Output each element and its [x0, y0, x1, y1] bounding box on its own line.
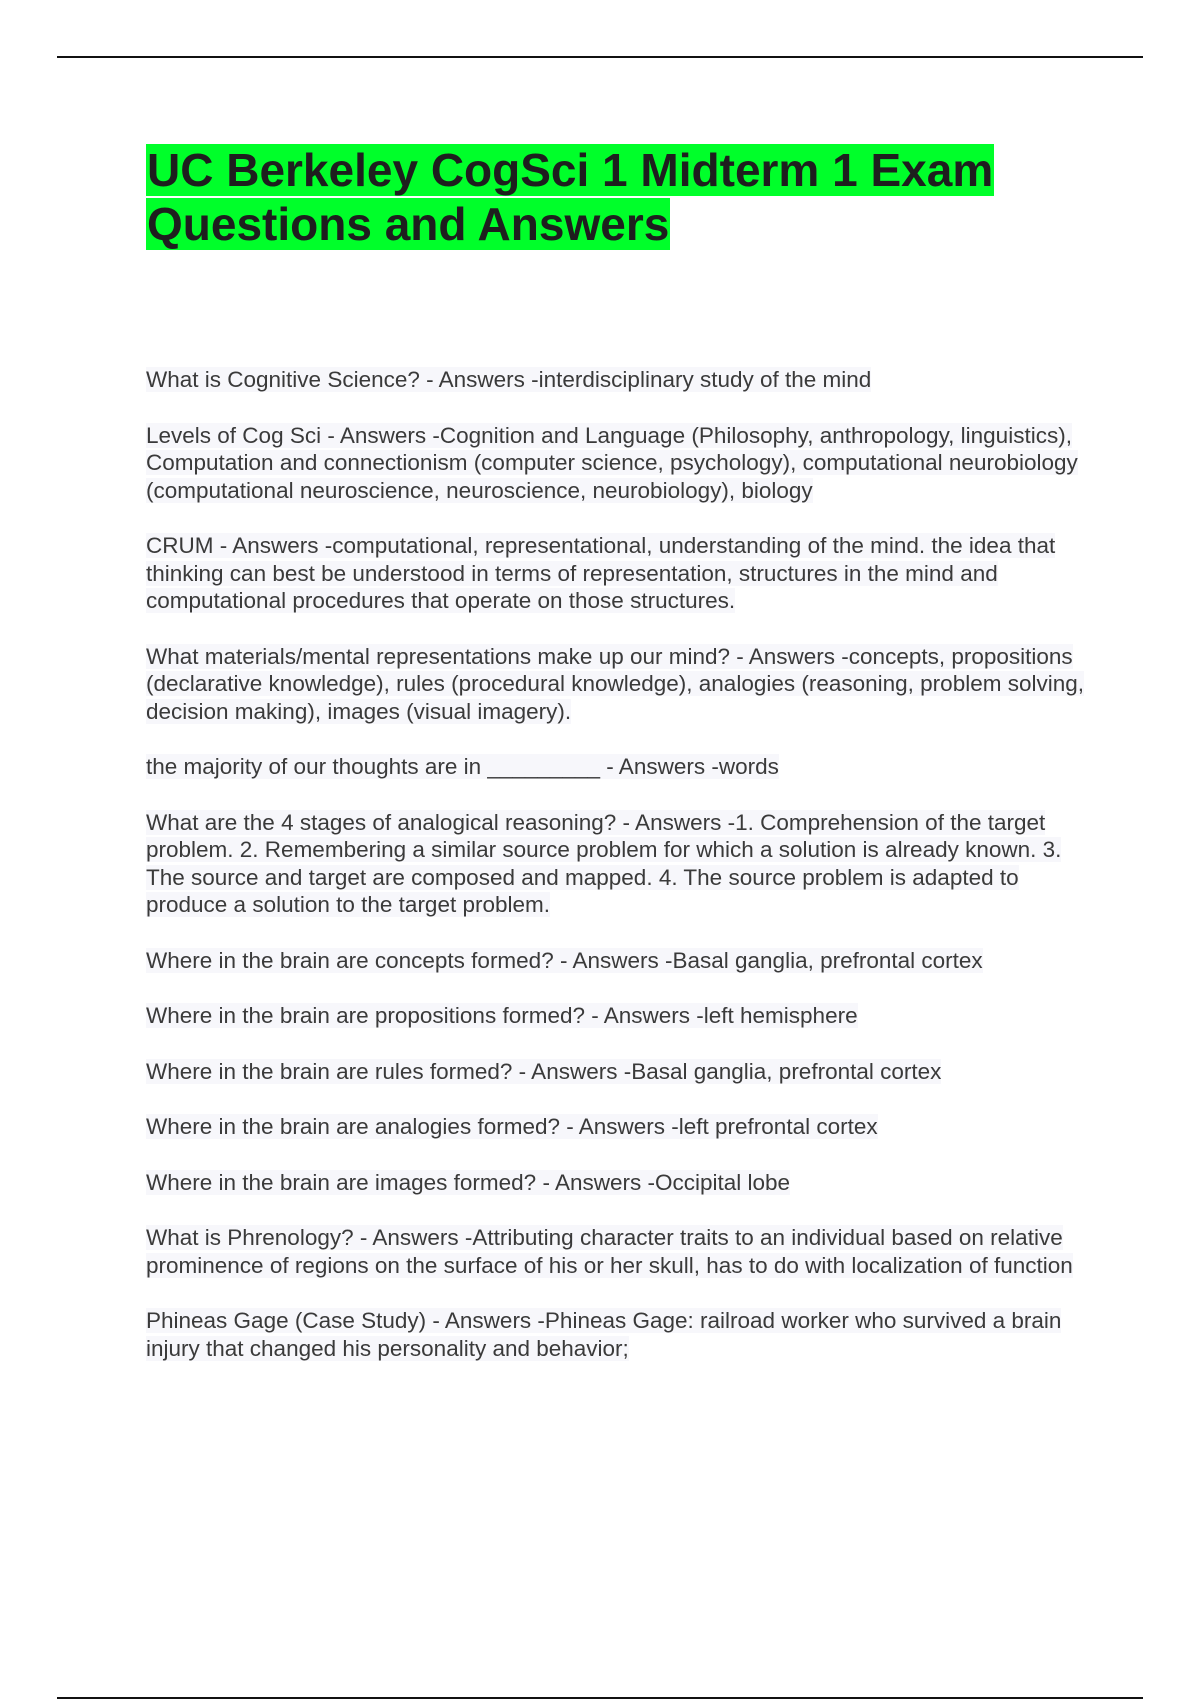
qa-text: Levels of Cog Sci - Answers -Cognition and Language (Philosophy, anthropology, linguistics), Computation and connectionism (computer science, psychology), computational neurobiology (computational neuroscience, neuroscience, neurobiology), biology [146, 422, 1078, 503]
qa-item [146, 947, 1102, 975]
qa-item [146, 532, 1102, 615]
page-title-text: UC Berkeley CogSci 1 Midterm 1 Exam Questions and Answers [147, 144, 994, 250]
qa-item [146, 1224, 1102, 1279]
qa-text: Phineas Gage (Case Study) - Answers -Phineas Gage: railroad worker who survived a brain injury that changed his personality and behavior; [146, 1308, 1062, 1361]
qa-text: What are the 4 stages of analogical reasoning? - Answers -1. Comprehension of the target problem. 2. Remembering a similar source problem for which a solution is already known. 3. The source and target are composed and mapped. 4. The source problem is adapted to produce a solution to the target problem. [146, 809, 1062, 917]
qa-text: Where in the brain are concepts formed? - Answers -Basal ganglia, prefrontal cortex [146, 947, 983, 973]
qa-text: Where in the brain are analogies formed? - Answers -left prefrontal cortex [146, 1114, 878, 1139]
qa-text: What is Phrenology? - Answers -Attributing character traits to an individual based on relative prominence of regions on the surface of his or her skull, has to do with localization of function [146, 1225, 1073, 1278]
bottom-rule [57, 1697, 1143, 1699]
qa-item [146, 1058, 1102, 1086]
qa-text: What materials/mental representations make up our mind? - Answers -concepts, propositions (declarative knowledge), rules (procedural knowledge), analogies (reasoning, problem solving, decision making), images (visual imagery). [146, 643, 1085, 724]
qa-item [146, 643, 1102, 726]
qa-text: Where in the brain are rules formed? - Answers -Basal ganglia, prefrontal cortex [146, 1058, 942, 1084]
qa-item [146, 809, 1102, 919]
qa-item [146, 753, 1102, 781]
qa-text: Where in the brain are images formed? - Answers -Occipital lobe [146, 1169, 791, 1195]
qa-item [146, 1307, 1102, 1362]
top-rule [57, 56, 1143, 58]
qa-item [146, 1002, 1102, 1030]
qa-item [146, 1113, 1102, 1141]
qa-text: CRUM - Answers -computational, representational, understanding of the mind. the idea that thinking can best be understood in terms of representation, structures in the mind and computational procedures that operate on those structures. [146, 533, 1056, 613]
qa-list [146, 366, 1102, 1390]
page-title [146, 143, 1106, 251]
qa-item [146, 366, 1102, 394]
qa-text: Where in the brain are propositions formed? - Answers -left hemisphere [146, 1003, 858, 1028]
qa-item [146, 422, 1102, 505]
qa-item [146, 1169, 1102, 1197]
qa-text: the majority of our thoughts are in _________ - Answers -words [146, 754, 779, 779]
qa-text: What is Cognitive Science? - Answers -interdisciplinary study of the mind [146, 367, 872, 392]
